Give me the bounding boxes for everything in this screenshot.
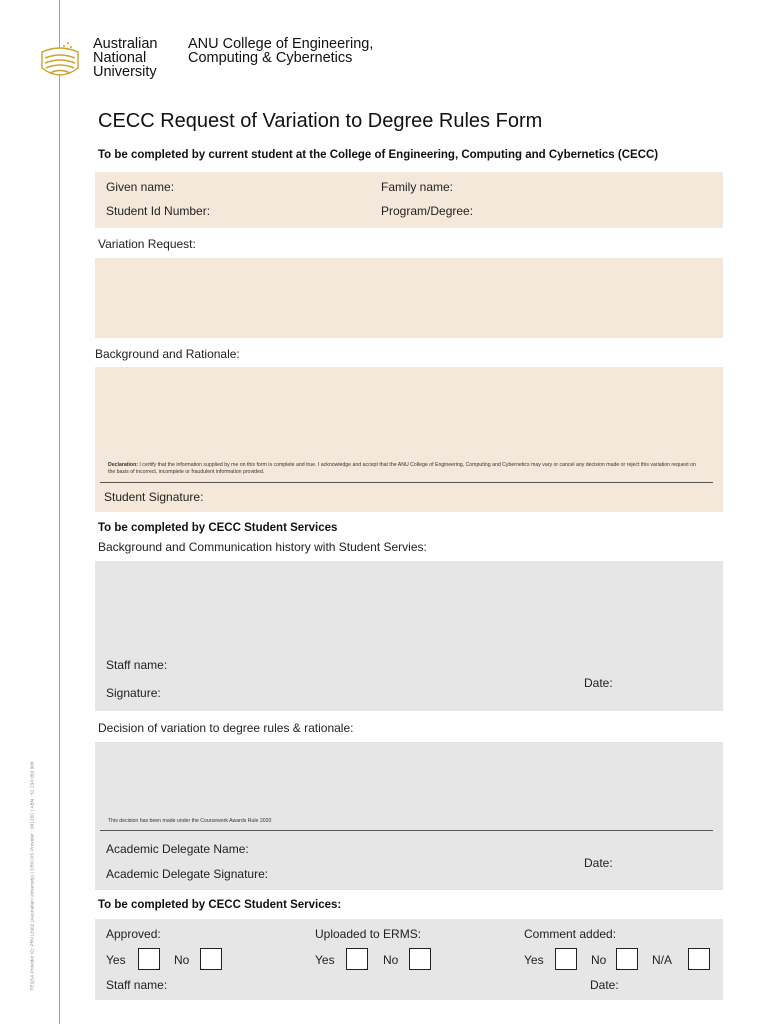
history-box (95, 561, 723, 711)
student-signature-field[interactable]: Student Signature: (104, 490, 204, 504)
history-label: Background and Communication history with Student Servies: (98, 540, 427, 554)
comment-label: Comment added: (524, 927, 617, 941)
services-checklist-box (95, 919, 723, 1000)
anu-crest-icon (40, 38, 80, 82)
date-field-3[interactable]: Date: (590, 978, 619, 992)
approved-yes-checkbox[interactable] (138, 948, 160, 970)
declaration-text: Declaration: I certify that the information supplied by me on this form is complete and true. I acknowledge and accept that the ANU College of Engineering, Computing and Cybernetics may vary or cancel any decision made or reject this variation request on the basis of incorrect, incomplete or fraudulent information provided. (108, 462, 696, 475)
decision-label: Decision of variation to degree rules & rationale: (98, 721, 354, 735)
decision-divider (100, 830, 713, 831)
comment-na-checkbox[interactable] (688, 948, 710, 970)
family-name-field[interactable]: Family name: (381, 180, 454, 194)
staff-name-field[interactable]: Staff name: (106, 658, 168, 672)
comment-no-checkbox[interactable] (616, 948, 638, 970)
delegate-signature-field[interactable]: Academic Delegate Signature: (106, 867, 269, 881)
delegate-name-field[interactable]: Academic Delegate Name: (106, 842, 249, 856)
student-id-field[interactable]: Student Id Number: (106, 204, 211, 218)
declaration-divider (100, 482, 713, 483)
program-field[interactable]: Program/Degree: (381, 204, 474, 218)
variation-request-field[interactable] (95, 258, 723, 338)
staff-name-field-2[interactable]: Staff name: (106, 978, 168, 992)
signature-field[interactable]: Signature: (106, 686, 161, 700)
form-subtitle: To be completed by current student at the College of Engineering, Computing and Cybernetics (CECC) (98, 149, 659, 161)
approved-no-checkbox[interactable] (200, 948, 222, 970)
legal-sidebar-text: TEQSA Provider ID: PRV12002 (Australian University) | CRICOS Provider : 00120C | ABN : 52 234 063 906 (29, 761, 35, 991)
comment-yes-checkbox[interactable] (555, 948, 577, 970)
uploaded-no-checkbox[interactable] (409, 948, 431, 970)
margin-rule (59, 0, 60, 1024)
decision-note: This decision has been made under the Coursework Awards Rule 2020 (108, 818, 272, 824)
date-field[interactable]: Date: (584, 676, 613, 690)
student-details-box (95, 172, 723, 228)
variation-request-label: Variation Request: (98, 237, 196, 251)
comment-na-label: N/A (652, 953, 673, 967)
comment-yes-label: Yes (524, 953, 544, 967)
uploaded-yes-label: Yes (315, 953, 335, 967)
form-title: CECC Request of Variation to Degree Rules Form (98, 110, 543, 132)
college-name: ANU College of Engineering, Computing & Cybernetics (188, 36, 374, 66)
uploaded-yes-checkbox[interactable] (346, 948, 368, 970)
decision-box (95, 742, 723, 890)
date-field-2[interactable]: Date: (584, 856, 613, 870)
uploaded-label: Uploaded to ERMS: (315, 927, 422, 941)
uploaded-no-label: No (383, 953, 399, 967)
comment-no-label: No (591, 953, 607, 967)
background-rationale-box (95, 367, 723, 512)
approved-no-label: No (174, 953, 190, 967)
university-name: Australian National University (93, 36, 158, 80)
approved-label: Approved: (106, 927, 161, 941)
background-label: Background and Rationale: (95, 347, 240, 361)
services-heading: To be completed by CECC Student Services (98, 522, 338, 534)
approved-yes-label: Yes (106, 953, 126, 967)
given-name-field[interactable]: Given name: (106, 180, 175, 194)
services-heading-2: To be completed by CECC Student Services: (98, 899, 342, 911)
